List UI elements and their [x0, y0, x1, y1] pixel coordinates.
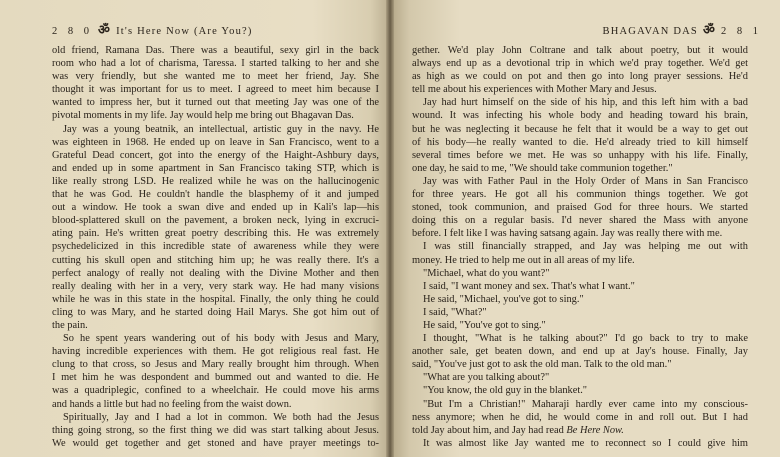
text-line: wound. It was infecting his whole body and heading toward his brain, [412, 110, 748, 122]
text-line: gether. We'd play John Coltrane and talk about poetry, but it would [412, 45, 748, 56]
left-running-head [52, 22, 380, 40]
right-running-title: BHAGAVAN DAS [602, 26, 698, 37]
text-line: while he was in this state in the hospital. Finally, the only thing he could [52, 293, 379, 305]
text-line: of his body—he really wanted to die. He'd already tried to kill himself [412, 136, 748, 148]
left-page-number: 2 8 0 [52, 26, 93, 37]
text-line: the pain. [52, 319, 88, 331]
text-line: for three years. He got all his communion things together. We got [412, 189, 748, 201]
text-line: Jay was a young beatnik, an intellectual, artistic guy in the navy. He [63, 123, 379, 135]
left-body-text [52, 44, 379, 450]
text-line: that he was God. He couldn't handle the blasphemy of it and jumped [52, 189, 379, 201]
text-line: and hands a little but had no feeling from the waist down. [52, 398, 292, 410]
text-line: as high as we could on pot and then go into long prayer sessions. He'd [412, 71, 748, 83]
text-line: and ended up in some apartment in San Francisco taking STP, which is [52, 162, 379, 174]
text-line: Spiritually, Jay and I had a lot in common. We both had the Jesus [63, 411, 379, 423]
text-line: "Michael, what do you want?" [423, 267, 550, 279]
text-line: before. I felt like I was having satsang again. Jay was really there with me. [412, 228, 723, 240]
text-line: having incredible experiences with them. He got religious real fast. He [52, 346, 379, 358]
text-line: cling to was Mary, and he started doing Hail Marys. She got him out of [52, 306, 379, 318]
text-line: I met him he was despondent and bummed out and wanted to die. He [52, 372, 379, 384]
text-line: was a quadriplegic, confined to a wheelchair. He could move his arms [52, 385, 379, 397]
text-line: wanted to impress her, but it turned out that meeting Jay was one of the [52, 97, 379, 109]
text-line: another sale, get beaten down, and end up at Jay's house. Finally, Jay [412, 346, 748, 358]
text-line: He said, "Michael, you've got to sing." [423, 293, 584, 305]
right-body-text [412, 44, 748, 450]
text-line: We would get together and get stoned and have prayer meetings to- [52, 437, 379, 449]
om-icon: ॐ [702, 23, 716, 38]
text-line: Grateful Dead concert, got into the energy of the Haight-Ashbury days, [52, 149, 379, 161]
text-line: doing this on a regular basis. I'd never shared the Mass with anyone [412, 215, 748, 227]
text-line: room who had a lot of charisma, Taressa. I started talking to her and she [52, 58, 379, 70]
text-line: thing going strong, so the first thing we did was start talking about Jesus. [52, 424, 379, 436]
text-line: was very friendly, but she wanted me to meet her friend, Jay. She [52, 71, 379, 83]
left-running-title: It's Here Now (Are You?) [116, 26, 253, 37]
right-running-head [412, 22, 766, 40]
text-line: one day, he said to me, "We should take communion together." [412, 162, 673, 174]
text-line: blood-splattered skull on the pavement, a broken neck, lying in excruci- [52, 215, 379, 227]
text-line: psychedelicized in this incredible state of awareness while they were [52, 241, 379, 253]
text-line: stoned, took communion, and praised God for three hours. We started [412, 202, 748, 214]
text-line: thought it was important for us to meet. I agreed to meet him because I [52, 84, 379, 96]
book-gutter [386, 0, 394, 457]
text-line: Jay was with Father Paul in the Holy Order of Mans in San Francisco [423, 175, 748, 187]
text-line: told Jay about him, and Jay had read Be Here Now. [412, 424, 624, 436]
text-line: "You know, the old guy in the blanket." [423, 385, 588, 397]
text-line: tell me about his experiences with Mother Mary and Jesus. [412, 84, 657, 96]
text-line: said, "You've just got to ask the old man. Talk to the old man." [412, 359, 672, 371]
right-page-number: 2 8 1 [721, 26, 762, 37]
text-line: old friend, Ramana Das. There was a beautiful, sexy girl in the back [52, 45, 379, 56]
text-line: Jay had hurt himself on the side of his hip, and this left him with a bad [423, 97, 748, 109]
text-line: but he was neglecting it because he felt that it would be a way to get out [412, 123, 748, 135]
text-line: It was almost like Jay wanted me to reconnect so I could give him [423, 437, 748, 449]
text-line: He said, "You've got to sing." [423, 319, 546, 331]
text-line: perfect analogy of really not dealing with the Divine Mother and then [52, 267, 379, 279]
text-line: So he spent years wandering out of his body with Jesus and Mary, [63, 333, 379, 345]
text-line: I was still financially strapped, and Jay was helping me out with [423, 241, 748, 253]
text-line: out a window. He took a swan dive and ended up in Kali's lap—his [52, 202, 379, 214]
text-line: I said, "I want money and sex. That's what I want." [423, 280, 635, 292]
text-line: I said, "What?" [423, 306, 487, 318]
text-line: clung to that cross, so Jesus and Mary really brought him through. When [52, 359, 379, 371]
text-line: money. He tried to help me out in all areas of my life. [412, 254, 635, 266]
text-line: was eighteen in 1968. He ended up on leave in San Francisco, went to a [52, 136, 379, 148]
text-line: "But I'm a Christian!" Maharaji hardly ever came into my conscious- [423, 398, 748, 410]
text-line: pivotal moments in my life. Jay would help me bring out Bhagavan Das. [52, 110, 354, 122]
text-line: I thought, "What is he talking about?" I'd go back to try to make [423, 333, 748, 345]
text-line: like really strong LSD. He realized while he was on the hallucinogenic [52, 175, 379, 187]
text-line: cutting his skull open and stitching him up; he was really there. It's a [52, 254, 379, 266]
text-line: really dealing with her in a very, very stark way. He had many visions [52, 280, 379, 292]
right-page [390, 0, 780, 457]
text-line: always end up as a devotional trip in which we'd pray together. We'd get [412, 58, 748, 70]
text-line: "What are you talking about?" [423, 372, 550, 384]
text-line: ating pain. He's written great poetry describing this. He was extremely [52, 228, 379, 240]
text-line: ness anymore; when he did, he would come in and roll out. But I had [412, 411, 748, 423]
text-line: several times before we met. He was so unhappy with his life. Finally, [412, 149, 748, 161]
om-icon: ॐ [98, 23, 112, 38]
